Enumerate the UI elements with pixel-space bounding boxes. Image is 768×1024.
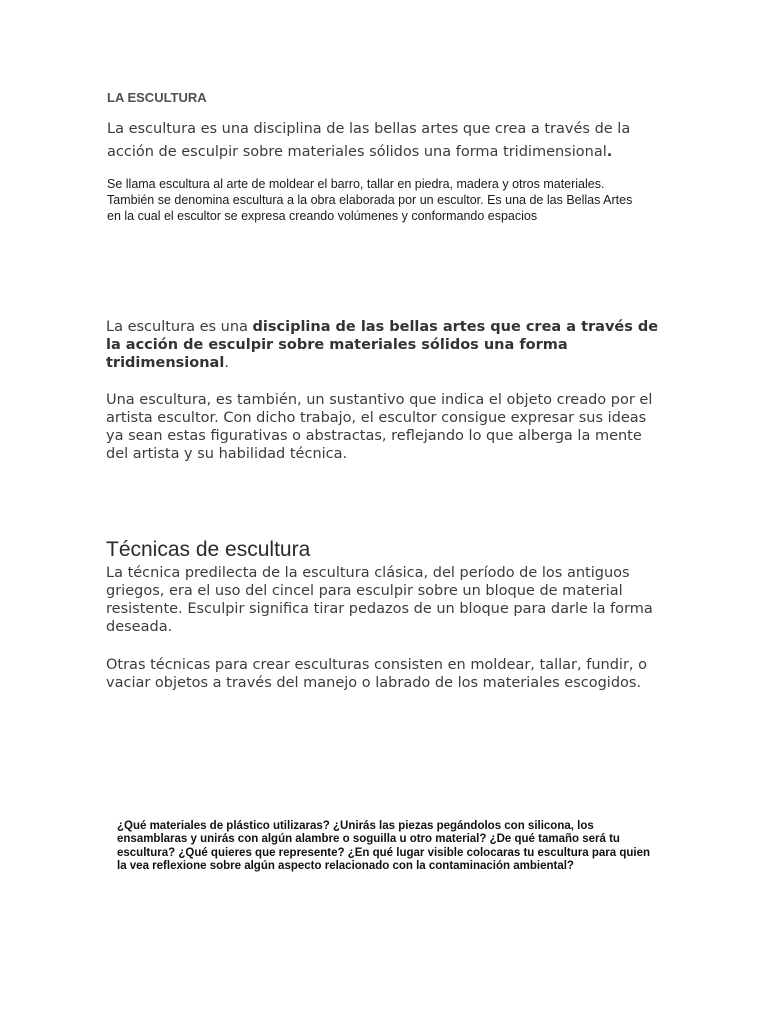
- discipline-paragraph: [106, 318, 661, 372]
- other-techniques-paragraph: Otras técnicas para crear esculturas consisten en moldear, tallar, fundir, o vaciar objetos a través del manejo o labrado de los materiales escogidos.: [106, 657, 647, 691]
- discipline-bold: disciplina de las bellas artes que crea a través de la acción de esculpir sobre materiales sólidos una forma tridimensional: [106, 319, 659, 371]
- discipline-post: .: [224, 355, 229, 371]
- classic-technique-paragraph: La técnica predilecta de la escultura clásica, del período de los antiguos griegos, era el uso del cincel para esculpir sobre un bloque de material resistente. Esculpir significa tirar pedazos de un bloque para darle la forma deseada.: [106, 565, 653, 635]
- section-heading: LA ESCULTURA: [107, 90, 207, 105]
- intro-text: La escultura es una disciplina de las bellas artes que crea a través de la acción de esculpir sobre materiales sólidos una forma tridimensional: [107, 121, 631, 160]
- questions-paragraph: ¿Qué materiales de plástico utilizaras? ¿Unirás las piezas pegándolos con silicona, los ensamblaras y unirás con algún alambre o soguilla u otro material? ¿De qué tamaño será tu escultura? ¿Qué quieres que represente? ¿En qué lugar visible colocaras tu escultura para quien la vea reflexione sobre algún aspecto relacionado con la contaminación ambiental?: [117, 820, 650, 872]
- noun-paragraph: Una escultura, es también, un sustantivo que indica el objeto creado por el artista escultor. Con dicho trabajo, el escultor consigue expresar sus ideas ya sean estas figurativas o abstractas, reflejando lo que alberga la mente del artista y su habilidad técnica.: [106, 392, 653, 462]
- discipline-pre: La escultura es una: [106, 319, 253, 335]
- techniques-heading: Técnicas de escultura: [106, 538, 311, 561]
- definition-paragraph: Se llama escultura al arte de moldear el barro, tallar en piedra, madera y otros materiales. También se denomina escultura a la obra elaborada por un escultor. Es una de las Bellas Artes en la cual el escultor se expresa creando volúmenes y conformando espacios: [107, 177, 633, 223]
- intro-period: .: [606, 144, 613, 160]
- intro-paragraph: [107, 118, 667, 164]
